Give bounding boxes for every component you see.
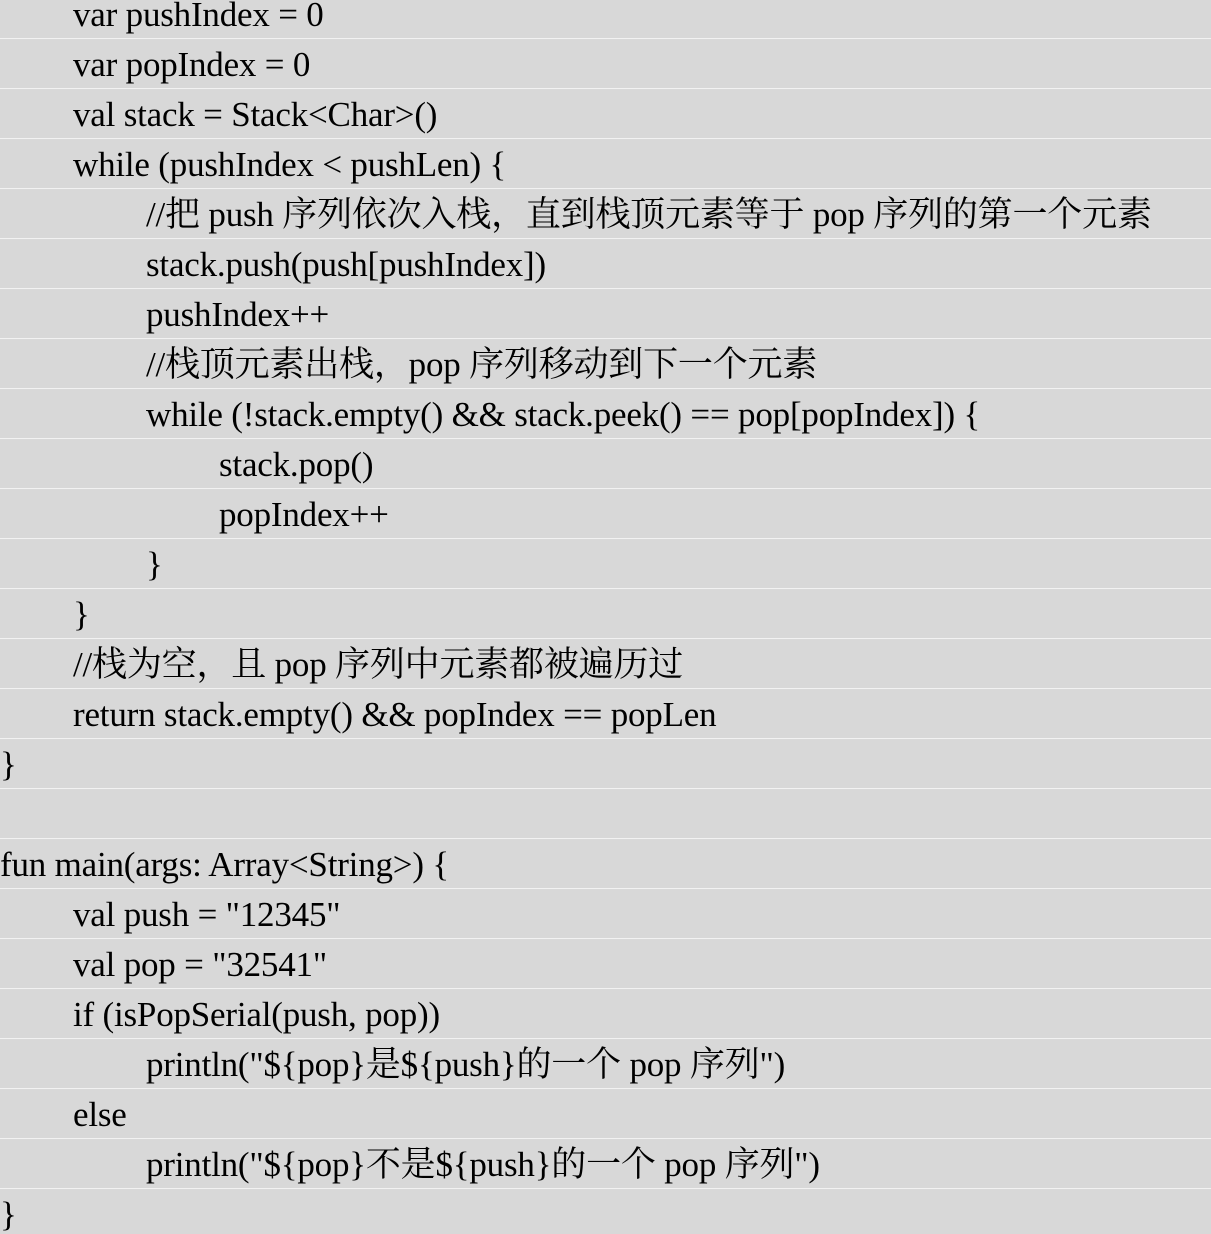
code-text: } [146, 545, 163, 584]
code-line [0, 240, 1211, 289]
code-line [0, 890, 1211, 939]
code-line [0, 440, 1211, 489]
code-text: while (pushIndex < pushLen) { [73, 145, 507, 184]
code-comment-line [0, 640, 1211, 689]
code-comment: //栈顶元素出栈，pop 序列移动到下一个元素 [146, 345, 818, 384]
code-text: val stack = Stack<Char>() [73, 95, 438, 134]
code-comment-line [0, 190, 1211, 239]
code-text: stack.pop() [219, 445, 374, 484]
code-line [0, 0, 1211, 39]
code-text: var pushIndex = 0 [73, 0, 324, 34]
code-line [0, 140, 1211, 189]
code-text: val push = "12345" [73, 895, 341, 934]
code-line [0, 690, 1211, 739]
code-line [0, 840, 1211, 889]
code-line [0, 390, 1211, 439]
code-line [0, 940, 1211, 989]
code-line [0, 1090, 1211, 1139]
code-line [0, 490, 1211, 539]
code-line [0, 1040, 1211, 1089]
code-comment: //栈为空，且 pop 序列中元素都被遍历过 [73, 645, 684, 684]
code-comment: //把 push 序列依次入栈，直到栈顶元素等于 pop 序列的第一个元素 [146, 195, 1152, 234]
code-text: println("${pop}不是${push}的一个 pop 序列") [146, 1145, 820, 1184]
code-line [0, 990, 1211, 1039]
code-text: if (isPopSerial(push, pop)) [73, 995, 440, 1034]
code-line [0, 590, 1211, 639]
code-text: } [73, 595, 90, 634]
code-blank-line [0, 790, 1211, 839]
code-line [0, 740, 1211, 789]
code-text: } [0, 745, 17, 784]
code-text: while (!stack.empty() && stack.peek() == pop[popIndex]) { [146, 395, 981, 434]
code-comment-line [0, 340, 1211, 389]
code-text: println("${pop}是${push}的一个 pop 序列") [146, 1045, 786, 1084]
code-line [0, 40, 1211, 89]
code-line [0, 540, 1211, 589]
code-line [0, 90, 1211, 139]
code-text: fun main(args: Array<String>) { [0, 845, 449, 884]
code-line [0, 1190, 1211, 1234]
code-text: stack.push(push[pushIndex]) [146, 245, 546, 284]
code-text: popIndex++ [219, 495, 389, 534]
code-line [0, 1140, 1211, 1189]
code-text: pushIndex++ [146, 295, 330, 334]
code-line [0, 290, 1211, 339]
code-text: var popIndex = 0 [73, 45, 311, 84]
code-text: else [73, 1095, 127, 1134]
code-text: return stack.empty() && popIndex == popLen [73, 695, 717, 734]
code-text: } [0, 1195, 17, 1234]
code-text: val pop = "32541" [73, 945, 327, 984]
